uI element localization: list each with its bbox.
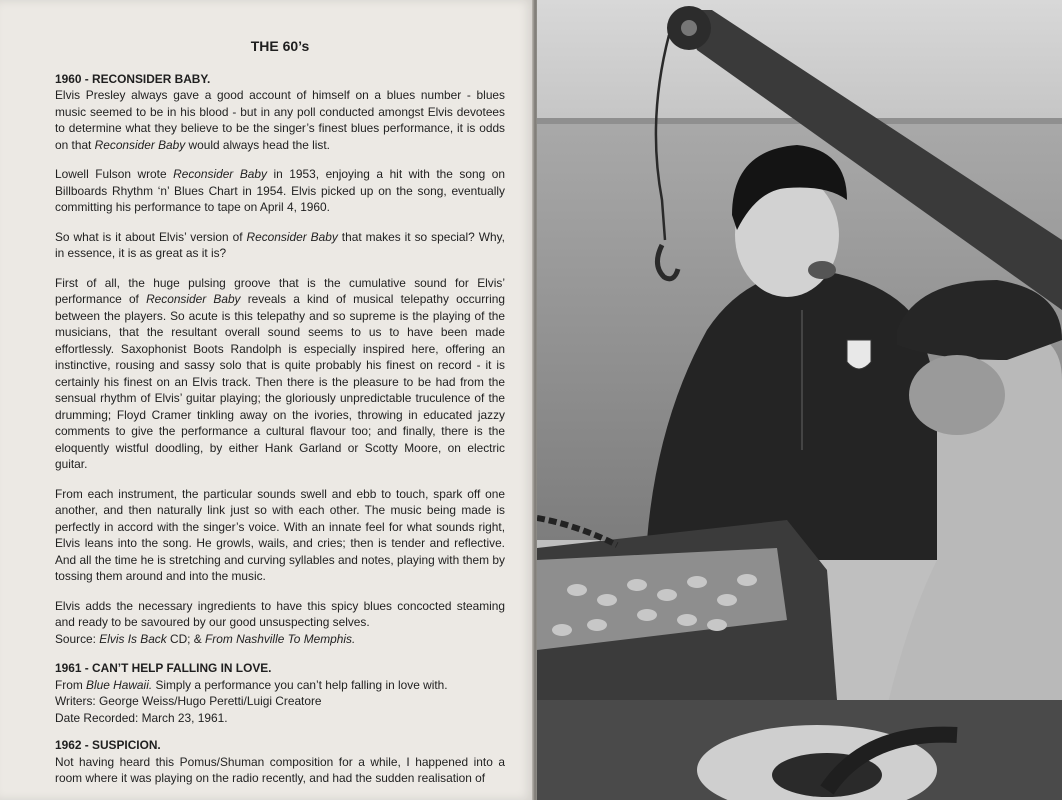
paragraph-1960-3: So what is it about Elvis’ version of Reconsider Baby that makes it so special? Why, in essence, it is as great as it is? xyxy=(55,229,505,260)
shield-badge-icon xyxy=(847,340,871,369)
article-text xyxy=(55,38,505,787)
heading-1960: 1960 - RECONSIDER BABY. xyxy=(55,71,211,86)
paragraph-1960-4: First of all, the huge pulsing groove that is the cumulative sound for Elvis’ performance of Reconsider Baby reveals a kind of musical telepathy occurring between the players. So acute is this telepathy and so supreme is the playing of the musicians, that the resultant overall sound seems to us to have been made effortlessly. Saxophonist Boots Randolph is especially inspired here, offering an instinctive, rousing and sassy solo that is quite probably his finest on record - it is certainly his finest on an Elvis track. Then there is the pleasure to be had from the sensual rhythm of Elvis’ guitar playing; the gloriously unpredictable truculence of the drumming; Floyd Cramer tinkling away on the ivories, throwing in educated jazzy comments to give the performance a cultural flavour too; and finally, there is the eloquently wistful doodling, by either Hank Garland or Scotty Moore, on electric guitar. xyxy=(55,275,505,471)
date-recorded-line: Date Recorded: March 23, 1961. xyxy=(55,710,228,725)
paragraph-1960-6: Elvis adds the necessary ingredients to have this spicy blues concocted steaming and ready to be savoured by our good unsuspecting selves. xyxy=(55,598,505,629)
source-line: Source: Elvis Is Back CD; & From Nashville To Memphis. xyxy=(55,631,356,646)
paragraph-1960-5: From each instrument, the particular sounds swell and ebb to touch, spark off one another, and then naturally link just so with each other. The music being made is perfectly in accord with the singer’s voice. With an innate feel for what sounds right, Elvis leans into the song. He growls, wails, and cries; then is tender and reflective. And all the time he is stretching and curving syllables and notes, playing with them by tossing them around and into the music. xyxy=(55,486,505,583)
photo-page xyxy=(537,0,1062,800)
page-title: THE 60’s xyxy=(250,38,310,54)
writers-line: Writers: George Weiss/Hugo Peretti/Luigi Creatore xyxy=(55,694,322,708)
elvis-photo xyxy=(537,0,1062,800)
paragraph-1960-1: Elvis Presley always gave a good account of himself on a blues number - blues music seemed to be in his blood - but in any poll conducted amongst Elvis devotees to determine what they believe to be the singer’s finest blues performance, it is odds on that Reconsider Baby would always head the list. xyxy=(55,88,505,152)
paragraph-1961-1: From Blue Hawaii. Simply a performance you can’t help falling in love with. xyxy=(55,677,448,692)
heading-1961: 1961 - CAN’T HELP FALLING IN LOVE. xyxy=(55,661,272,675)
paragraph-1960-2: Lowell Fulson wrote Reconsider Baby in 1953, enjoying a hit with the song on Billboards Rhythm ‘n’ Blues Chart in 1954. Elvis picked up on the song, eventually committing his performance to tape on April 4, 1960. xyxy=(55,167,505,214)
paragraph-1962-1: Not having heard this Pomus/Shuman composition for a while, I happened into a room where it was playing on the radio recently, and had the sudden realisation of xyxy=(55,754,505,785)
heading-1962: 1962 - SUSPICION. xyxy=(55,738,161,752)
man-face xyxy=(909,355,1005,435)
